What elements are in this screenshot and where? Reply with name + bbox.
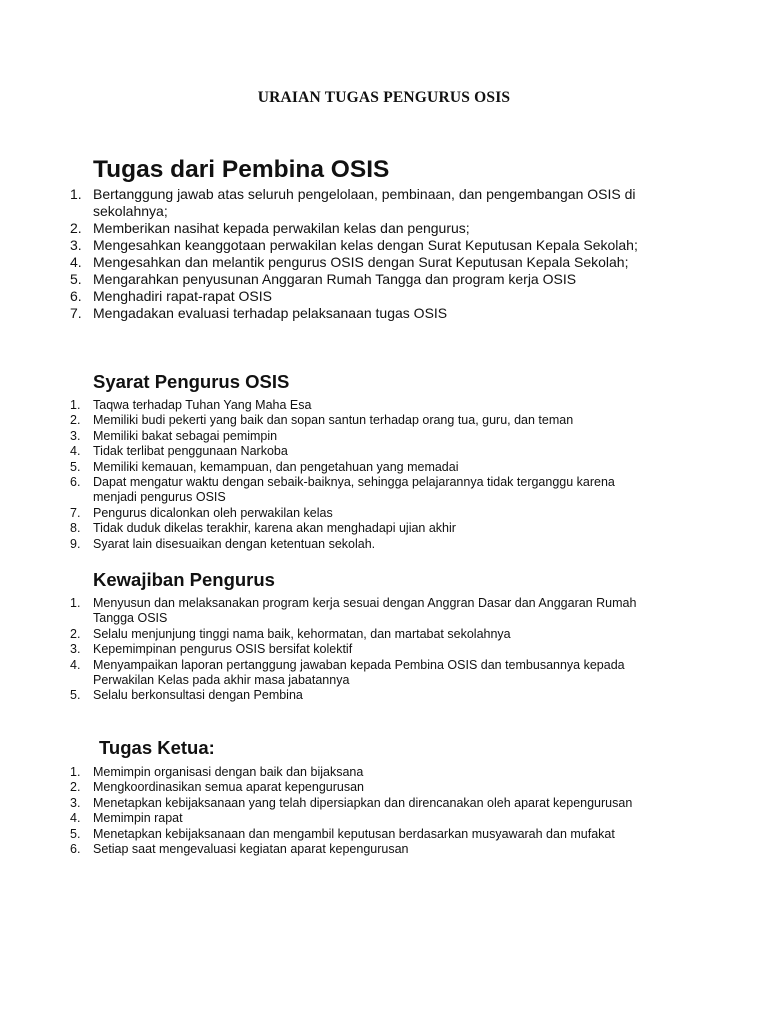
list-item: 4. Tidak terlibat penggunaan Narkoba [70, 444, 288, 459]
document-title: URAIAN TUGAS PENGURUS OSIS [257, 89, 511, 106]
list-item: 1. Menyusun dan melaksanakan program kerja sesuai dengan Anggran Dasar dan Anggaran Rumah Tangga OSIS [70, 596, 637, 626]
section-heading: Tugas dari Pembina OSIS [93, 156, 390, 183]
list-item: 3. Kepemimpinan pengurus OSIS bersifat kolektif [70, 642, 353, 657]
numbered-list [0, 186, 768, 322]
section-kewajiban-pengurus [0, 568, 768, 704]
list-item: 9. Syarat lain disesuaikan dengan ketentuan sekolah. [70, 536, 376, 551]
numbered-list [0, 398, 768, 552]
list-item: 4. Menyampaikan laporan pertanggung jawaban kepada Pembina OSIS dan tembusannya kepada Perwakilan Kelas pada akhir masa jabatannya [70, 657, 625, 688]
list-item: 7. Pengurus dicalonkan oleh perwakilan kelas [70, 505, 333, 520]
list-item: 2. Mengkoordinasikan semua aparat kepengurusan [70, 780, 365, 795]
list-item: 4. Memimpin rapat [70, 811, 183, 826]
section-heading: Tugas Ketua: [99, 737, 215, 758]
list-item: 3. Menetapkan kebijaksanaan yang telah dipersiapkan dan direncanakan oleh aparat kepengurusan [70, 795, 633, 810]
section-tugas-ketua [0, 736, 768, 857]
numbered-list [0, 596, 768, 704]
list-item: 2. Selalu menjunjung tinggi nama baik, kehormatan, dan martabat sekolahnya [70, 626, 511, 641]
section-heading: Syarat Pengurus OSIS [93, 371, 290, 392]
list-item: 8. Tidak duduk dikelas terakhir, karena akan menghadapi ujian akhir [70, 521, 456, 536]
list-item: 5. Mengarahkan penyusunan Anggaran Rumah Tangga dan program kerja OSIS [70, 271, 577, 287]
list-item: 6. Setiap saat mengevaluasi kegiatan aparat kepengurusan [70, 842, 409, 857]
list-item: 1. Memimpin organisasi dengan baik dan bijaksana [70, 765, 364, 779]
list-item: 5. Memiliki kemauan, kemampuan, dan pengetahuan yang memadai [70, 459, 459, 474]
list-item: 3. Mengesahkan keanggotaan perwakilan kelas dengan Surat Keputusan Kepala Sekolah; [70, 237, 638, 253]
list-item: 4. Mengesahkan dan melantik pengurus OSIS dengan Surat Keputusan Kepala Sekolah; [70, 254, 629, 270]
section-tugas-pembina [0, 155, 768, 322]
list-item: 3. Memiliki bakat sebagai pemimpin [70, 428, 278, 443]
list-item: 6. Menghadiri rapat-rapat OSIS [70, 288, 272, 304]
list-item: 2. Memiliki budi pekerti yang baik dan sopan santun terhadap orang tua, guru, dan teman [70, 413, 574, 428]
section-heading: Kewajiban Pengurus [93, 569, 275, 590]
list-item: 1. Taqwa terhadap Tuhan Yang Maha Esa [70, 398, 312, 412]
list-item: 2. Memberikan nasihat kepada perwakilan kelas dan pengurus; [70, 220, 470, 236]
list-item: 7. Mengadakan evaluasi terhadap pelaksanaan tugas OSIS [70, 305, 448, 321]
section-syarat-pengurus [0, 370, 768, 552]
list-item: 1. Bertanggung jawab atas seluruh pengelolaan, pembinaan, dan pengembangan OSIS di sekolahnya; [70, 186, 636, 219]
numbered-list [0, 765, 768, 857]
list-item: 6. Dapat mengatur waktu dengan sebaik-baiknya, sehingga pelajarannya tidak terganggu karena menjadi pengurus OSIS [70, 475, 615, 505]
list-item: 5. Menetapkan kebijaksanaan dan mengambil keputusan berdasarkan musyawarah dan mufakat [70, 826, 615, 841]
list-item: 5. Selalu berkonsultasi dengan Pembina [70, 688, 303, 703]
